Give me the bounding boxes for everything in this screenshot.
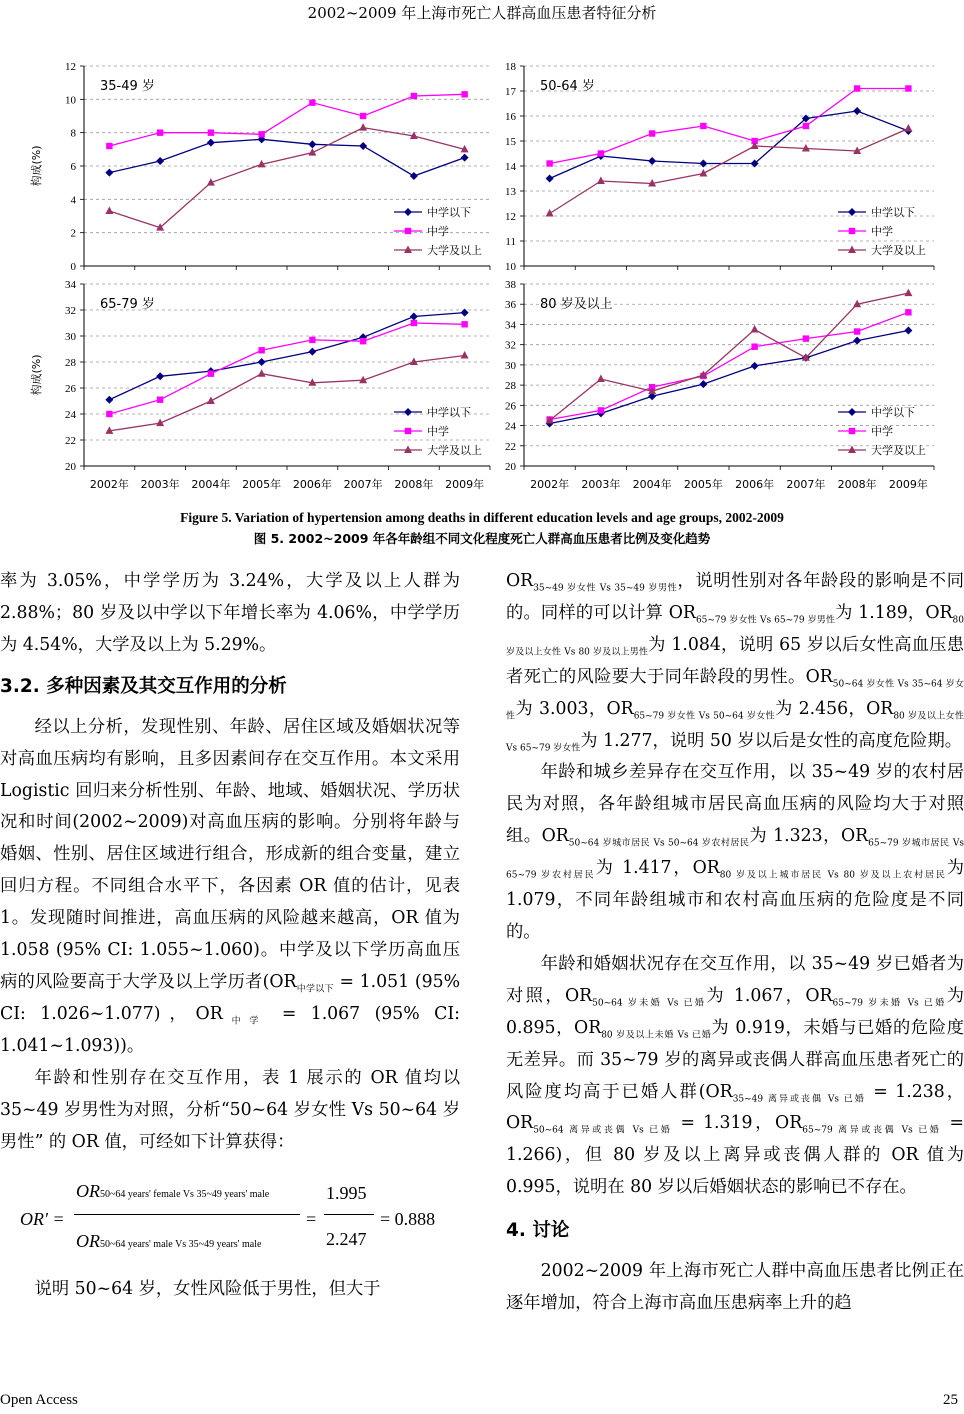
y-tick-label: 0 [70,261,76,273]
y-tick-label: 8 [70,127,76,140]
y-tick-label: 12 [65,61,76,73]
legend-marker-triangle [848,446,856,454]
data-point-diamond [751,362,759,370]
series-line-中学以下 [550,111,909,179]
paragraph: 率为 3.05%，中学学历为 3.24%，大学及以上人群为 2.88%；80 岁及以中学以下年增长率为 4.06%，中学学历为 4.54%，大学及以上为 5.29%。 [0,571,460,655]
odds-ratio-equation: OR′ = OR50~64 years' female Vs 35~49 years' male OR50~64 years' male Vs 35~49 years' male = 1.995 2.247 = 0.888 [20,1181,436,1252]
panel-title: 65-79 岁 [100,297,155,312]
data-point-square [106,411,112,417]
data-point-square [360,113,366,119]
data-point-diamond [461,154,469,162]
y-tick-label: 17 [505,86,516,98]
data-point-square [106,143,112,149]
y-tick-label: 32 [505,339,516,352]
data-point-diamond [699,380,707,388]
y-tick-label: 16 [505,111,516,123]
data-point-triangle [546,209,554,217]
data-point-square [258,347,264,353]
x-tick-label: 2008年 [394,478,434,491]
data-point-diamond [156,157,164,165]
data-point-diamond [853,107,861,115]
figure-5-charts [0,50,964,500]
figure-caption-zh: 图 5. 2002~2009 年各年龄组不同文化程度死亡人群高血压患者比例及变化趋势 [253,531,711,546]
data-point-diamond [359,142,367,150]
legend-label: 中学以下 [871,206,915,219]
y-tick-label: 22 [505,440,516,453]
data-point-triangle [105,207,113,215]
section-heading-4: 4. 讨论 [506,1220,570,1242]
data-point-square [461,321,467,327]
x-tick-label: 2004年 [632,478,672,491]
x-tick-label: 2003年 [140,478,180,491]
x-tick-label: 2006年 [735,478,775,491]
y-tick-label: 15 [505,136,516,148]
data-point-square [411,93,417,99]
legend-marker-diamond [848,208,856,216]
y-tick-label: 13 [505,186,516,198]
y-tick-label: 24 [505,420,516,433]
data-point-diamond [207,139,215,147]
right-column [506,566,964,1320]
legend-label: 中学以下 [427,206,471,219]
section-heading-3-2: 3.2. 多种因素及其交互作用的分析 [0,675,287,697]
eq-lhs: OR′ = [20,1209,65,1230]
y-tick-label: 34 [505,319,516,332]
y-tick-label: 2 [70,227,76,240]
data-point-triangle [207,397,215,405]
y-tick-label: 6 [70,161,76,173]
data-point-square [649,130,655,136]
legend-marker-triangle [404,246,412,254]
legend-label: 中学 [427,425,449,438]
x-tick-label: 2004年 [191,478,231,491]
x-tick-label: 2008年 [837,478,877,491]
y-tick-label: 38 [505,279,516,291]
data-point-square [258,131,264,137]
data-point-square [546,160,552,166]
data-point-square [803,335,809,341]
data-point-square [208,129,214,135]
data-point-diamond [105,169,113,177]
data-point-triangle [699,169,707,177]
series-line-中学以下 [109,139,464,176]
y-tick-label: 22 [65,435,76,447]
x-tick-label: 2005年 [683,478,723,491]
legend-label: 大学及以上 [427,444,482,457]
y-tick-label: 12 [505,211,516,223]
y-tick-label: 20 [505,461,516,473]
data-point-diamond [410,313,418,321]
legend-marker-diamond [848,408,856,416]
x-tick-label: 2003年 [581,478,621,491]
legend-label: 中学 [427,225,449,238]
paragraph: 年龄和性别存在交互作用，表 1 展示的 OR 值均以 35~49 岁男性为对照，分析“50~64 岁女性 Vs 50~64 岁男性” 的 OR 值，可经如下计算获得： [0,1067,460,1152]
data-point-square [598,407,604,413]
x-tick-label: 2007年 [343,478,383,491]
legend-label: 大学及以上 [427,244,482,257]
data-point-diamond [410,172,418,180]
legend-label: 大学及以上 [871,244,926,257]
data-point-square [905,309,911,315]
x-tick-label: 2007年 [786,478,826,491]
y-tick-label: 26 [505,400,516,413]
data-point-square [854,328,860,334]
data-point-square [309,337,315,343]
paragraph: 年龄和城乡差异存在交互作用，以 35~49 岁的农村居民为对照，各年龄组城市居民高血压病的风险均大于对照组。$OR_{50\sim 64 岁城市居民 Vs 50\sim 64 岁农村居民}$为 1.323，$OR_{65\sim 79 岁城市居民 Vs 65\sim 79 岁农村居民}$为 1.417，$OR_{80 岁及以上城市居民 Vs 80 岁及以上农村居民}$为 1.079，不同年龄组城市和农村高血压病的危险度是不同的。 [506,762,964,942]
y-tick-label: 30 [505,359,516,372]
y-tick-label: 28 [65,357,76,369]
panel-title: 50-64 岁 [540,79,595,94]
data-point-diamond [308,348,316,356]
x-tick-label: 2002年 [89,478,129,491]
x-tick-label: 2006年 [292,478,332,491]
series-line-大学及以上 [550,293,909,420]
y-tick-label: 14 [505,161,516,173]
paragraph: $OR_{35\sim 49 岁女性 Vs 35\sim 49 岁男性}$，说明性别对各年龄段的影响是不同的。同样的可以计算 $OR_{65\sim 79 岁女性 Vs 65\sim 79 岁男性}$为 1.189，$OR_{80 岁及以上女性 Vs 80 岁及以上男性}$为 1.084，说明 65 岁以后女性高血压患者死亡的风险要大于同年龄段的男性。$OR_{50\sim 64 岁女性 Vs 35\sim 64 岁女性}$为 3.003，$OR_{65\sim 79 岁女性 Vs 50\sim 64 岁女性}$为 2.456，$OR_{80 岁及以上女性 Vs 65\sim 79 岁女性}$为 1.277，说明 50 岁以后是女性的高度危险期。 [506,571,964,753]
x-tick-label: 2002年 [530,478,570,491]
legend-label: 中学 [871,225,893,238]
data-point-triangle [359,123,367,130]
data-point-square [157,129,163,135]
data-point-square [700,123,706,129]
data-point-triangle [597,177,605,185]
paragraph: 说明 50~64 岁，女性风险低于男性，但大于 [34,1279,381,1300]
x-tick-label: 2009年 [445,478,485,491]
running-header: 2002~2009 年上海市死亡人群高血压患者特征分析 [307,4,657,22]
series-line-大学及以上 [109,356,464,431]
figure-caption-en: Figure 5. Variation of hypertension among deaths in different education levels and age groups, 2002-2009 [180,510,784,525]
y-tick-label: 30 [65,331,76,343]
legend-label: 中学以下 [871,406,915,419]
y-tick-label: 26 [65,383,76,395]
y-tick-label: 10 [505,261,516,273]
legend-marker-triangle [404,446,412,454]
x-tick-label: 2005年 [242,478,282,491]
y-tick-label: 34 [65,279,76,291]
y-axis-label: 构成(%) [30,145,43,187]
y-tick-label: 36 [505,299,516,312]
panel-title: 80 岁及以上 [540,297,613,312]
legend-marker-square [849,428,855,434]
data-point-square [751,343,757,349]
data-point-triangle [904,124,912,132]
y-tick-label: 4 [70,194,76,207]
data-point-square [854,85,860,91]
legend-marker-square [405,428,411,434]
data-point-diamond [904,327,912,335]
data-point-diamond [648,157,656,165]
data-point-square [208,371,214,377]
data-point-diamond [156,372,164,380]
data-point-square [360,338,366,344]
paragraph: 年龄和婚姻状况存在交互作用，以 35~49 岁已婚者为对照，$OR_{50\sim 64 岁未婚 Vs 已婚}$为 1.067，$OR_{65\sim 79 岁未婚 Vs 已婚}$为 0.895，$OR_{80 岁及以上未婚 Vs 已婚}$为 0.919，未婚与已婚的危险度无差异。而 35~79 岁的离异或丧偶人群高血压患者死亡的风险度均高于已婚人群($OR_{35\sim 49 离异或丧偶 Vs 已婚} = 1.238$，$OR_{50\sim 64 离异或丧偶 Vs 已婚} = 1.319$，$OR_{65\sim 79 离异或丧偶 Vs 已婚} = 1.266$)，但 80 岁及以上离异或丧偶人群的 OR 值为 0.995，说明在 80 岁以后婚姻状态的影响已不存在。 [506,953,964,1198]
y-tick-label: 11 [505,236,516,248]
data-point-square [309,99,315,105]
y-tick-label: 18 [505,61,516,73]
left-column [0,566,460,1306]
data-point-square [411,320,417,326]
x-tick-label: 2009年 [888,478,928,491]
data-point-square [803,123,809,129]
panel-title: 35-49 岁 [100,79,155,94]
y-tick-label: 24 [65,409,76,421]
data-point-triangle [461,351,469,359]
legend-label: 中学以下 [427,406,471,419]
legend-marker-square [405,228,411,234]
footer-open-access: Open Access [0,1392,78,1408]
legend-marker-diamond [404,208,412,216]
data-point-diamond [546,175,554,183]
legend-marker-triangle [848,246,856,254]
y-tick-label: 10 [65,94,76,107]
data-point-diamond [853,337,861,345]
y-tick-label: 20 [65,461,76,473]
data-point-triangle [904,289,912,297]
y-tick-label: 32 [65,305,76,317]
data-point-diamond [461,309,469,317]
legend-marker-diamond [404,408,412,416]
data-point-diamond [258,358,266,366]
data-point-triangle [597,375,605,383]
data-point-square [157,397,163,403]
legend-label: 中学 [871,425,893,438]
data-point-square [905,85,911,91]
data-point-square [461,91,467,97]
series-line-大学及以上 [109,128,464,228]
legend-label: 大学及以上 [871,444,926,457]
data-point-triangle [258,369,266,377]
legend-marker-square [849,228,855,234]
data-point-diamond [308,140,316,148]
footer-page-number: 25 [943,1392,958,1408]
data-point-square [598,150,604,156]
data-point-triangle [751,325,759,333]
y-tick-label: 28 [505,380,516,393]
paragraph: 2002~2009 年上海市死亡人群中高血压患者比例正在逐年增加，符合上海市高血压患病率上升的趋 [506,1261,964,1314]
data-point-diamond [105,396,113,404]
y-axis-label: 构成(%) [30,354,43,396]
paragraph: 经以上分析，发现性别、年龄、居住区域及婚姻状况等对高血压病均有影响，且多因素间存在交互作用。本文采用 Logistic 回归来分析性别、年龄、地域、婚姻状况、学历状况和时间(2002~2009)对高血压病的影响。分别将年龄与婚姻、性别、居住区域进行组合，形成新的组合变量，建立回归方程。不同组合水平下，各因素 OR 值的估计，见表 1。发现随时间推进，高血压病的风险越来越高，OR 值为 1.058 (95% CI: 1.055~1.060)。中学及以下学历高血压病的风险要高于大学及以上学历者($OR_{中学以下} = 1.051$ (95% CI: 1.026~1.077)，$OR_{中学} = 1.067$ (95% CI: 1.041~1.093))。 [0,716,461,1056]
